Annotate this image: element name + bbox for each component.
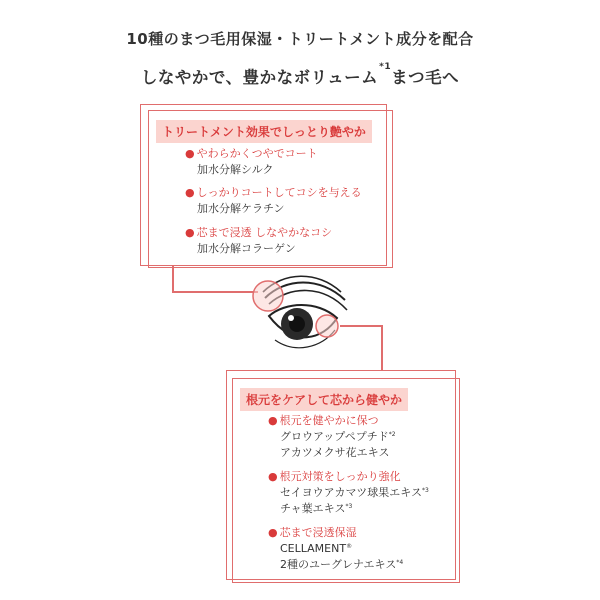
bottom-item-1-desc1-text: グロウアップペプチド <box>280 430 389 443</box>
top-item-3-head: 芯まで浸透 しなやかなコシ <box>196 226 333 239</box>
headline-volume <box>0 64 600 88</box>
bottom-item-3-head: 芯まで浸透保湿 <box>279 526 357 539</box>
bottom-item-1-desc2-text: アカツメクサ花エキス <box>280 446 390 459</box>
connector-line-top-vertical <box>172 266 174 292</box>
bottom-item-2-desc1 <box>268 485 429 501</box>
bottom-item-3-desc1 <box>268 541 403 557</box>
bullet-icon: ● <box>268 526 278 539</box>
footnote-mark: *3 <box>345 503 353 510</box>
footnote-mark: *2 <box>388 431 396 438</box>
top-box-title: トリートメント効果でしっとり艶やか <box>156 120 372 143</box>
top-item-2-head: しっかりコートしてコシを与える <box>196 186 362 199</box>
top-item-1-desc: 加水分解シルク <box>197 163 274 176</box>
footnote-mark: *1 <box>379 62 392 72</box>
top-item-2-desc: 加水分解ケラチン <box>197 202 285 215</box>
bottom-item-1-desc2 <box>268 445 396 461</box>
eye-closeup-icon <box>245 270 355 370</box>
bottom-item-2-desc2 <box>268 501 429 517</box>
bottom-item-3-desc2 <box>268 557 403 573</box>
bottom-item-2 <box>268 469 429 517</box>
headline-volume-text: しなやかで、豊かなボリューム <box>140 68 379 87</box>
headline-ingredients: 10種のまつ毛用保湿・トリートメント成分を配合 <box>126 30 474 48</box>
bottom-item-3-desc1-text: CELLAMENT <box>280 542 347 555</box>
bottom-item-1-head: 根元を健やかに保つ <box>279 414 379 427</box>
headline-volume-end: まつ毛へ <box>391 68 460 87</box>
bullet-icon: ● <box>268 414 278 427</box>
bottom-item-2-desc1-text: セイヨウアカマツ球果エキス <box>280 486 423 499</box>
bullet-icon: ● <box>268 470 278 483</box>
bottom-item-2-head: 根元対策をしっかり強化 <box>279 470 401 483</box>
bottom-box-title: 根元をケアして芯から健やか <box>240 388 408 411</box>
bottom-item-2-desc2-text: チャ葉エキス <box>280 502 346 515</box>
bottom-item-1-desc1 <box>268 429 396 445</box>
bullet-icon: ● <box>185 186 195 199</box>
bottom-item-3 <box>268 525 403 573</box>
bullet-icon: ● <box>185 147 195 160</box>
footnote-mark: *3 <box>422 487 429 494</box>
bullet-icon: ● <box>185 226 195 239</box>
bottom-item-1 <box>268 413 396 461</box>
registered-mark: ® <box>346 543 353 550</box>
top-item-1-head: やわらかくつやでコート <box>196 147 318 160</box>
top-item-3-desc: 加水分解コラーゲン <box>197 242 296 255</box>
bottom-item-3-desc2-text: 2種のユーグレナエキス <box>280 558 397 571</box>
top-item-1 <box>185 146 318 178</box>
connector-line-bottom-vertical <box>381 325 383 371</box>
top-item-3 <box>185 225 332 257</box>
footnote-mark: *4 <box>396 559 404 566</box>
top-item-2 <box>185 185 362 217</box>
